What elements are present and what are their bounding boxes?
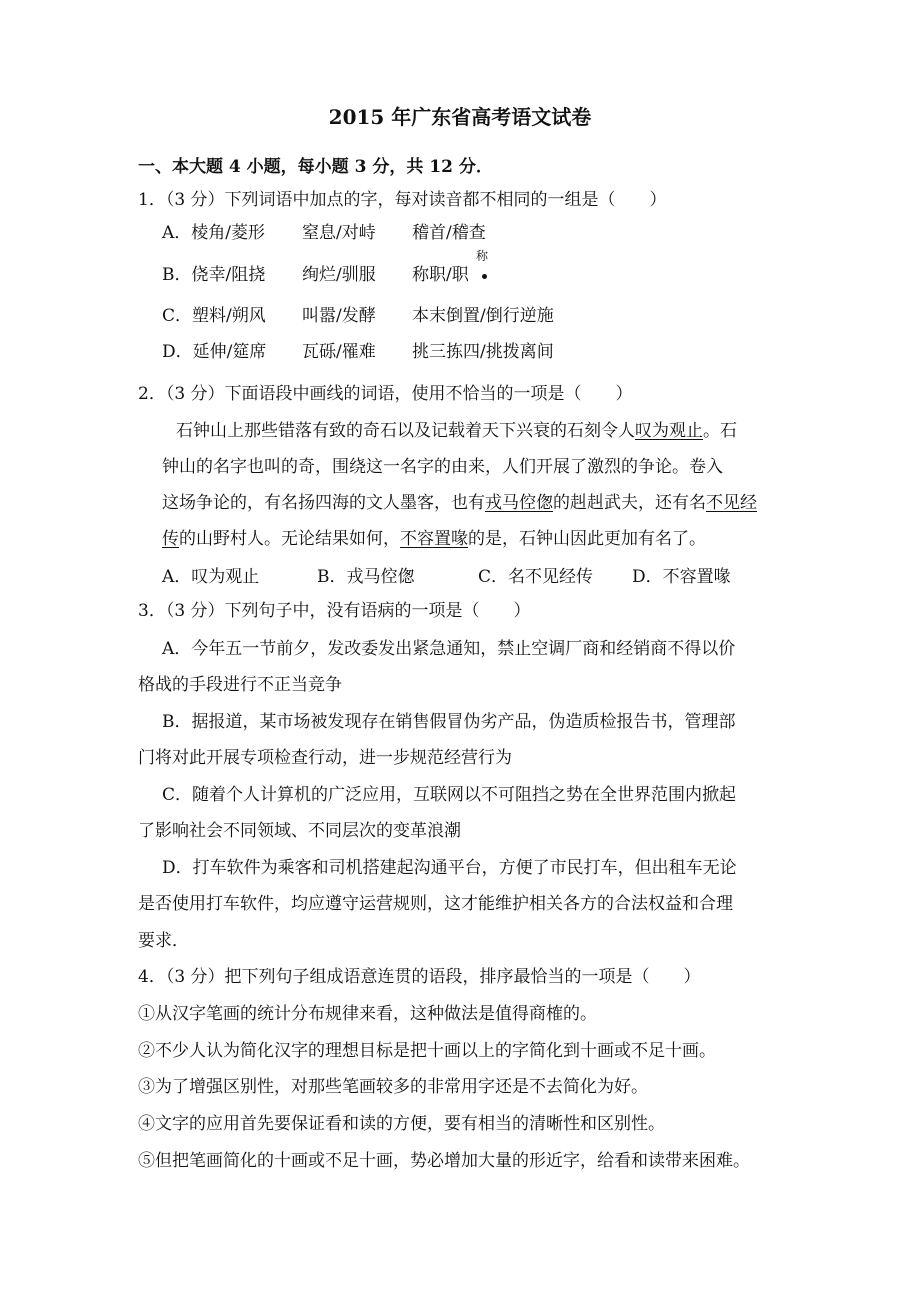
passage-text: 的是，石钟山因此更加有名了。	[468, 529, 706, 549]
q3-option-a-line-2: 格战的手段进行不正当竞争	[138, 675, 342, 695]
q1-c-pair-2: 叫嚣/发酵	[302, 306, 376, 326]
q3-option-d-line-2: 是否使用打车软件，均应遵守运营规则，这才能维护相关各方的合法权益和合理	[138, 894, 733, 914]
q3-option-c-line-2: 了影响社会不同领域、不同层次的变革浪潮	[138, 821, 461, 841]
q3-option-d-line-1: D．打车软件为乘客和司机搭建起沟通平台，方便了市民打车，但出租车无论	[162, 858, 737, 878]
underlined-term-3: 不见经	[706, 493, 757, 513]
q4-sentence-1: ①从汉字笔画的统计分布规律来看，这种做法是值得商榷的。	[138, 1004, 597, 1024]
q1-b-superscript-note: 称	[476, 249, 489, 263]
q2-option-a: A．叹为观止	[162, 567, 260, 587]
section-heading: 一、本大题 4 小题，每小题 3 分，共 12 分．	[138, 157, 493, 177]
question-1-stem: 1．（3 分）下列词语中加点的字，每对读音都不相同的一组是（ ）	[138, 190, 667, 210]
q3-option-a-line-1: A．今年五一节前夕，发改委发出紧急通知，禁止空调厂商和经销商不得以价	[162, 639, 736, 659]
q1-c-pair-1: C．塑料/朔风	[162, 306, 266, 326]
q3-option-b-line-1: B．据报道，某市场被发现存在销售假冒伪劣产品，伪造质检报告书，管理部	[162, 712, 736, 732]
underlined-term-3-end: 传	[162, 529, 179, 549]
q1-option-a	[162, 222, 682, 244]
q4-sentence-4: ④文字的应用首先要保证看和读的方便，要有相当的清晰性和区别性。	[138, 1114, 665, 1134]
q1-b-pair-2: 绚烂/驯服	[302, 265, 376, 285]
passage-text: 这场争论的，有名扬四海的文人墨客，也有	[162, 493, 485, 513]
passage-text: 的赳赳武夫，还有名	[553, 493, 706, 513]
q1-a-pair-1: A．棱角/菱形	[162, 223, 266, 243]
q4-sentence-5: ⑤但把笔画简化的十画或不足十画，势必增加大量的形近字，给看和读带来困难。	[138, 1151, 750, 1171]
q2-passage-line-3	[162, 492, 757, 514]
q4-sentence-2: ②不少人认为简化汉字的理想目标是把十画以上的字简化到十画或不足十画。	[138, 1041, 716, 1061]
q2-option-b: B．戎马倥偬	[317, 567, 415, 587]
q1-option-b	[162, 249, 682, 286]
question-4-stem: 4．（3 分）把下列句子组成语意连贯的语段，排序最恰当的一项是（ ）	[138, 967, 701, 987]
q2-option-d: D．不容置喙	[632, 567, 731, 587]
question-3-stem: 3．（3 分）下列句子中，没有语病的一项是（ ）	[138, 601, 531, 621]
q3-option-c-line-1: C．随着个人计算机的广泛应用，互联网以不可阻挡之势在全世界范围内掀起	[162, 785, 737, 805]
q1-a-pair-3: 稽首/稽查	[412, 223, 486, 243]
q1-d-pair-2: 瓦砾/罹难	[302, 342, 376, 362]
q2-passage-line-2: 钟山的名字也叫的奇，围绕这一名字的由来，人们开展了激烈的争论。卷入	[162, 457, 723, 477]
emphasis-dot	[482, 274, 487, 279]
q1-option-c	[162, 305, 682, 327]
underlined-term-4: 不容置喙	[400, 529, 468, 549]
passage-text: 。石	[703, 421, 737, 441]
passage-text: 的山野村人。无论结果如何，	[179, 529, 400, 549]
q3-option-d-line-3: 要求．	[138, 931, 189, 951]
q4-sentence-3: ③为了增强区别性，对那些笔画较多的非常用字还是不去简化为好。	[138, 1077, 648, 1097]
q1-b-pair-3: 称职/职	[412, 265, 469, 285]
q1-d-pair-3: 挑三拣四/挑拨离间	[412, 342, 554, 362]
q1-a-pair-2: 窒息/对峙	[302, 223, 376, 243]
passage-text: 石钟山上那些错落有致的奇石以及记载着天下兴衰的石刻令人	[176, 421, 635, 441]
q1-b-pair-1: B．侥幸/阻挠	[162, 265, 266, 285]
underlined-term-1: 叹为观止	[635, 421, 703, 441]
question-2-stem: 2．（3 分）下面语段中画线的词语，使用不恰当的一项是（ ）	[138, 384, 633, 404]
underlined-term-2: 戎马倥偬	[485, 493, 553, 513]
q1-d-pair-1: D．延伸/筵席	[162, 342, 267, 362]
q1-option-d	[162, 341, 682, 363]
q1-c-pair-3: 本末倒置/倒行逆施	[412, 306, 554, 326]
q2-passage-line-4	[162, 528, 706, 550]
page-title: 2015 年广东省高考语文试卷	[328, 105, 592, 129]
q3-option-b-line-2: 门将对此开展专项检查行动，进一步规范经营行为	[138, 748, 512, 768]
q2-option-c: C．名不见经传	[478, 567, 594, 587]
q2-options	[162, 566, 762, 588]
q2-passage-line-1	[176, 420, 737, 442]
